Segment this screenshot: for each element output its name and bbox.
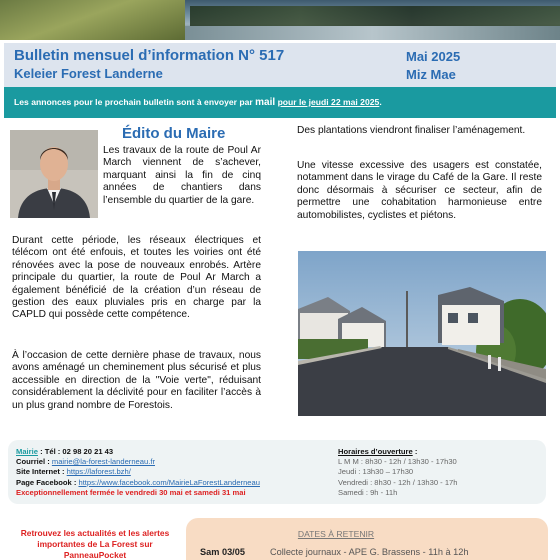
announcement-end: . xyxy=(379,97,382,107)
hours-line: Jeudi : 13h30 – 17h30 xyxy=(338,467,414,477)
contact-tel-line xyxy=(16,447,326,457)
contact-info-box xyxy=(8,440,546,504)
key-dates-box xyxy=(186,518,548,560)
header-lake-photo xyxy=(0,0,560,40)
edito-paragraph-3: À l’occasion de cette dernière phase de travaux, nous avons aménagé un cheminement plus sécurisé et plus accessible en direction de la "Voie verte", réduisant considérablement la déclivité pour en faciliter l’accès à un plus grand nombre de Forestois. xyxy=(12,350,261,411)
bulletin-title: Bulletin mensuel d’information N° 517 xyxy=(14,47,285,64)
announcement-deadline: pour le jeudi 22 mai 2025 xyxy=(277,97,380,107)
edito-paragraph-4: Des plantations viendront finaliser l’aménagement. xyxy=(297,125,526,136)
bulletin-date-breton: Miz Mae xyxy=(406,67,456,82)
mayor-portrait-image xyxy=(10,130,98,218)
header-photo-trees xyxy=(190,6,560,26)
hours-line: L M M : 8h30 - 12h / 13h30 - 17h30 xyxy=(338,457,457,467)
key-dates-title: DATES À RETENIR xyxy=(297,529,375,539)
edito-paragraph-5: Une vitesse excessive des usagers est constatée, notamment dans le virage du Café de la Gare. Il reste donc désormais à sécuriser ce secteur, afin de permettre une cohabitation harmonieuse entre automobilistes, cyclistes et piétons. xyxy=(297,160,542,221)
hours-title: Horaires d’ouverture xyxy=(338,447,413,456)
facebook-label: Page Facebook : xyxy=(16,477,79,487)
bulletin-subtitle: Keleier Forest Landerne xyxy=(14,66,163,81)
event-description: Collecte journaux - APE G. Brassens - 11h à 12h xyxy=(270,547,469,557)
site-label: Site Internet : xyxy=(16,467,67,477)
announcement-mail-word: mail xyxy=(255,97,276,108)
panneaupocket-notice: Retrouvez les actualités et les alertes importantes de La Forest sur PanneauPocket xyxy=(20,528,170,560)
contact-email-line xyxy=(16,457,326,467)
edito-paragraph-2: Durant cette période, les réseaux électriques et télécom ont été enfouis, et toutes les voiries ont été rénovées avec la pose de nouveaux enrobés. Artère principale du quartier, la route de Poul Ar March a également bénéficié de la création d’un réseau de gestion des eaux pluviales pris en charge par la CAPLD qui possède cette compétence. xyxy=(12,235,261,321)
announcement-band xyxy=(4,87,556,118)
event-date: Sam 03/05 xyxy=(200,547,245,557)
hours-title-colon: : xyxy=(412,447,418,456)
hours-title-line xyxy=(338,447,538,457)
edito-paragraph-1: Les travaux de la route de Poul Ar March viennent de s’achever, marquant ainsi la fin de cinq années de chantiers dans l’ensemble du quartier de la gare. xyxy=(103,145,261,206)
hours-line: Samedi : 9h - 11h xyxy=(338,487,398,497)
closure-notice: Exceptionnellement fermée le vendredi 30 mai et samedi 31 mai xyxy=(16,487,246,497)
contact-site-line xyxy=(16,467,326,477)
edito-title: Édito du Maire xyxy=(122,125,226,142)
contact-block xyxy=(16,447,326,498)
header-photo-grass xyxy=(0,0,185,40)
road-photo-svg xyxy=(298,251,546,416)
header-photo-water xyxy=(185,26,560,40)
facebook-link[interactable]: https://www.facebook.com/MairieLaForestLanderneau xyxy=(78,477,260,487)
opening-hours-block xyxy=(338,447,538,498)
mairie-phone: : Tél : 02 98 20 21 43 xyxy=(37,447,114,456)
hours-line: Vendredi : 8h30 - 12h / 13h30 - 17h xyxy=(338,477,458,487)
bulletin-title-band xyxy=(4,43,556,87)
mayor-portrait-svg xyxy=(10,130,98,218)
announcement-text: Les annonces pour le prochain bulletin sont à envoyer par xyxy=(14,97,256,107)
email-link[interactable]: mairie@la-forest-landerneau.fr xyxy=(51,457,155,467)
contact-facebook-line xyxy=(16,478,326,488)
email-label: Courriel : xyxy=(16,457,52,467)
site-link[interactable]: https://laforest.bzh/ xyxy=(66,467,131,477)
bulletin-date: Mai 2025 xyxy=(406,49,461,64)
road-works-photo xyxy=(298,251,546,416)
mairie-label: Mairie xyxy=(16,447,38,456)
